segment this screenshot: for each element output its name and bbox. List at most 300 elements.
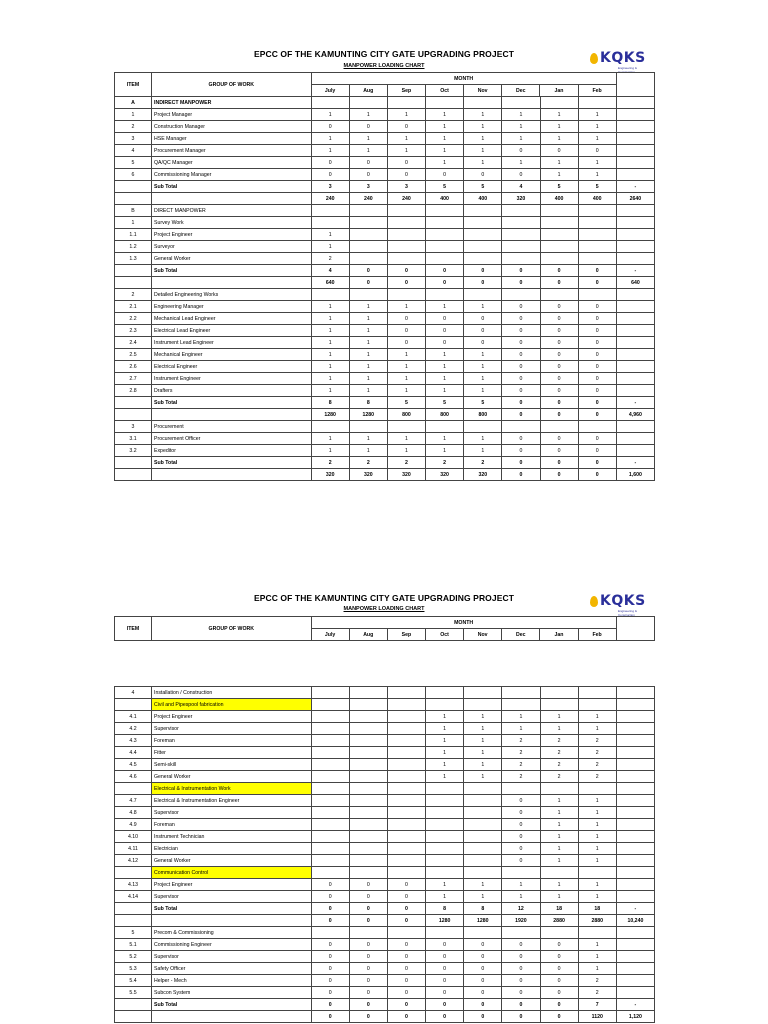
month-value-cell: 0: [464, 169, 502, 181]
month-label: Sep: [387, 629, 425, 641]
month-value-cell: 0: [540, 385, 578, 397]
month-value-cell: 7: [578, 999, 616, 1011]
month-value-cell: 5: [387, 397, 425, 409]
month-label: Nov: [464, 629, 502, 641]
month-value-cell: 0: [387, 963, 425, 975]
month-value-cell: 0: [502, 325, 540, 337]
month-value-cell: 0: [540, 951, 578, 963]
month-value-cell: [311, 747, 349, 759]
work-group-cell: HSE Manager: [152, 133, 312, 145]
item-number-cell: [115, 699, 152, 711]
month-value-cell: 8: [349, 397, 387, 409]
month-value-cell: 1: [464, 711, 502, 723]
month-value-cell: 0: [349, 915, 387, 927]
month-value-cell: [387, 783, 425, 795]
work-group-cell: Project Engineer: [152, 879, 312, 891]
item-number-cell: 2.4: [115, 337, 152, 349]
flame-icon: [590, 53, 598, 64]
month-value-cell: 1280: [464, 915, 502, 927]
month-value-cell: 1: [540, 109, 578, 121]
header-item: ITEM: [115, 617, 152, 641]
item-number-cell: 5.1: [115, 939, 152, 951]
month-value-cell: 0: [578, 313, 616, 325]
table-row: [115, 193, 655, 205]
month-value-cell: 1: [578, 891, 616, 903]
month-value-cell: 400: [426, 193, 464, 205]
work-group-cell: Electrical Lead Engineer: [152, 325, 312, 337]
work-group-cell: Civil and Pipespool fabrication: [152, 699, 312, 711]
month-value-cell: 0: [311, 963, 349, 975]
month-value-cell: 0: [387, 169, 425, 181]
month-value-cell: 0: [502, 337, 540, 349]
header-item: ITEM: [115, 73, 152, 97]
month-value-cell: 2: [540, 771, 578, 783]
table-row: [115, 987, 655, 999]
item-number-cell: 5.4: [115, 975, 152, 987]
month-value-cell: 0: [464, 987, 502, 999]
row-total-cell: [616, 879, 654, 891]
month-value-cell: 0: [502, 963, 540, 975]
month-value-cell: 1: [578, 831, 616, 843]
month-value-cell: 1: [426, 361, 464, 373]
month-value-cell: 0: [578, 469, 616, 481]
month-value-cell: 0: [349, 963, 387, 975]
row-total-cell: [616, 951, 654, 963]
row-total-cell: 640: [616, 277, 654, 289]
manpower-table-page-2: [114, 686, 655, 1023]
month-value-cell: 1: [578, 855, 616, 867]
month-value-cell: [349, 699, 387, 711]
table-row: [115, 385, 655, 397]
table-row: [115, 771, 655, 783]
table-row: [115, 723, 655, 735]
work-group-cell: Supervisor: [152, 891, 312, 903]
month-value-cell: 1: [349, 133, 387, 145]
month-value-cell: 3: [311, 181, 349, 193]
month-value-cell: 800: [387, 409, 425, 421]
month-value-cell: 0: [387, 951, 425, 963]
month-value-cell: [426, 421, 464, 433]
month-value-cell: 0: [502, 373, 540, 385]
month-value-cell: 1: [387, 433, 425, 445]
month-value-cell: 0: [311, 157, 349, 169]
month-label: Jan: [540, 85, 578, 97]
month-value-cell: [540, 217, 578, 229]
month-label: Jan: [540, 629, 578, 641]
month-value-cell: 240: [387, 193, 425, 205]
month-value-cell: 0: [540, 337, 578, 349]
table-row: [115, 325, 655, 337]
work-group-cell: Project Engineer: [152, 229, 312, 241]
month-value-cell: [578, 783, 616, 795]
row-total-cell: [616, 253, 654, 265]
month-value-cell: 1: [540, 843, 578, 855]
month-value-cell: 0: [502, 951, 540, 963]
month-value-cell: 0: [464, 277, 502, 289]
month-value-cell: 3: [349, 181, 387, 193]
work-group-cell: Safety Officer: [152, 963, 312, 975]
work-group-cell: INDIRECT MANPOWER: [152, 97, 312, 109]
month-value-cell: [426, 819, 464, 831]
table-row: [115, 373, 655, 385]
logo-tagline: Engineering & Construction: [618, 609, 637, 617]
work-group-cell: Electrician: [152, 843, 312, 855]
item-number-cell: 4.10: [115, 831, 152, 843]
month-value-cell: [464, 867, 502, 879]
month-value-cell: 0: [387, 277, 425, 289]
item-number-cell: 4.14: [115, 891, 152, 903]
row-total-cell: [616, 891, 654, 903]
row-total-cell: [616, 783, 654, 795]
month-value-cell: 0: [502, 409, 540, 421]
month-value-cell: 240: [349, 193, 387, 205]
month-value-cell: 1: [464, 157, 502, 169]
month-value-cell: [426, 241, 464, 253]
month-label: Oct: [425, 629, 463, 641]
work-group-cell: Sub Total: [152, 457, 312, 469]
month-value-cell: 0: [349, 157, 387, 169]
month-value-cell: [578, 205, 616, 217]
table-row: [115, 903, 655, 915]
month-value-cell: [387, 843, 425, 855]
work-group-cell: Electrical & Instrumentation Engineer: [152, 795, 312, 807]
month-value-cell: [349, 843, 387, 855]
month-value-cell: 0: [540, 433, 578, 445]
month-value-cell: 320: [311, 469, 349, 481]
month-value-cell: 1: [311, 145, 349, 157]
table-row: [115, 891, 655, 903]
month-value-cell: 1: [464, 759, 502, 771]
month-value-cell: 1: [387, 133, 425, 145]
item-number-cell: [115, 265, 152, 277]
row-total-cell: -: [616, 903, 654, 915]
month-value-cell: 0: [464, 265, 502, 277]
item-number-cell: 2: [115, 121, 152, 133]
work-group-cell: Supervisor: [152, 723, 312, 735]
month-value-cell: [387, 699, 425, 711]
month-value-cell: 400: [464, 193, 502, 205]
month-value-cell: 0: [540, 145, 578, 157]
header-table: [114, 616, 655, 641]
item-number-cell: 6: [115, 169, 152, 181]
item-number-cell: 4.4: [115, 747, 152, 759]
month-value-cell: [311, 97, 349, 109]
work-group-cell: Foreman: [152, 819, 312, 831]
month-value-cell: 0: [311, 1011, 349, 1023]
month-value-cell: 0: [540, 963, 578, 975]
row-total-cell: [616, 145, 654, 157]
item-number-cell: 1.1: [115, 229, 152, 241]
month-value-cell: 0: [540, 277, 578, 289]
month-value-cell: 0: [387, 891, 425, 903]
row-total-cell: [616, 337, 654, 349]
row-total-cell: [616, 385, 654, 397]
table-row: [115, 855, 655, 867]
row-total-cell: [616, 771, 654, 783]
month-value-cell: 0: [387, 325, 425, 337]
work-group-cell: Electrical Engineer: [152, 361, 312, 373]
item-number-cell: [115, 277, 152, 289]
month-value-cell: 5: [464, 397, 502, 409]
month-value-cell: 0: [502, 831, 540, 843]
month-value-cell: 0: [464, 337, 502, 349]
header-group: GROUP OF WORK: [151, 617, 311, 641]
item-number-cell: 4.11: [115, 843, 152, 855]
work-group-cell: Mechanical Engineer: [152, 349, 312, 361]
month-value-cell: [426, 253, 464, 265]
month-value-cell: 1: [502, 879, 540, 891]
month-value-cell: 5: [540, 181, 578, 193]
item-number-cell: 3.2: [115, 445, 152, 457]
month-value-cell: [464, 253, 502, 265]
month-value-cell: [426, 289, 464, 301]
month-value-cell: [464, 97, 502, 109]
item-number-cell: 1: [115, 109, 152, 121]
month-value-cell: 0: [311, 939, 349, 951]
month-value-cell: [349, 217, 387, 229]
month-value-cell: [540, 289, 578, 301]
work-group-cell: Subcon System: [152, 987, 312, 999]
month-value-cell: 1: [311, 445, 349, 457]
month-value-cell: 1: [540, 891, 578, 903]
table-row: [115, 253, 655, 265]
month-value-cell: 0: [349, 265, 387, 277]
month-value-cell: [387, 855, 425, 867]
month-value-cell: [387, 735, 425, 747]
row-total-cell: [616, 205, 654, 217]
month-value-cell: 0: [349, 939, 387, 951]
item-number-cell: 4: [115, 145, 152, 157]
item-number-cell: 2.2: [115, 313, 152, 325]
month-value-cell: [387, 831, 425, 843]
work-group-cell: Electrical & Instrumentation Work: [152, 783, 312, 795]
month-value-cell: [387, 927, 425, 939]
month-value-cell: 1: [426, 301, 464, 313]
month-value-cell: [426, 855, 464, 867]
month-value-cell: 0: [349, 987, 387, 999]
month-value-cell: [502, 205, 540, 217]
month-value-cell: [349, 97, 387, 109]
row-total-cell: [616, 313, 654, 325]
month-value-cell: 1920: [502, 915, 540, 927]
month-value-cell: 2: [502, 747, 540, 759]
work-group-cell: Instrument Lead Engineer: [152, 337, 312, 349]
month-value-cell: [540, 783, 578, 795]
month-value-cell: 1: [349, 433, 387, 445]
item-number-cell: 4.8: [115, 807, 152, 819]
month-value-cell: 0: [349, 121, 387, 133]
month-value-cell: 0: [502, 445, 540, 457]
month-value-cell: [349, 759, 387, 771]
month-value-cell: [464, 289, 502, 301]
month-value-cell: 1: [464, 145, 502, 157]
work-group-cell: Project Manager: [152, 109, 312, 121]
table-row: [115, 361, 655, 373]
work-group-cell: [152, 915, 312, 927]
month-value-cell: [426, 699, 464, 711]
month-value-cell: 1: [387, 109, 425, 121]
item-number-cell: 4.2: [115, 723, 152, 735]
month-value-cell: 0: [349, 879, 387, 891]
month-value-cell: 1: [540, 807, 578, 819]
month-label: Sep: [387, 85, 425, 97]
month-value-cell: 1: [464, 433, 502, 445]
item-number-cell: 4.5: [115, 759, 152, 771]
month-value-cell: 0: [464, 975, 502, 987]
month-value-cell: 0: [540, 999, 578, 1011]
month-value-cell: 2: [578, 759, 616, 771]
month-value-cell: [502, 699, 540, 711]
month-value-cell: 0: [502, 385, 540, 397]
month-value-cell: [387, 723, 425, 735]
month-value-cell: [349, 771, 387, 783]
month-value-cell: 5: [464, 181, 502, 193]
month-value-cell: 8: [311, 397, 349, 409]
table-row: [115, 687, 655, 699]
row-total-cell: [616, 361, 654, 373]
item-number-cell: 4.3: [115, 735, 152, 747]
month-value-cell: 0: [540, 939, 578, 951]
work-group-cell: Communication Control: [152, 867, 312, 879]
row-total-cell: [616, 169, 654, 181]
month-value-cell: [464, 699, 502, 711]
month-value-cell: 2: [502, 735, 540, 747]
month-value-cell: 1: [540, 723, 578, 735]
month-value-cell: [311, 289, 349, 301]
work-group-cell: Foreman: [152, 735, 312, 747]
month-value-cell: 0: [311, 891, 349, 903]
month-value-cell: [426, 927, 464, 939]
month-value-cell: 0: [540, 987, 578, 999]
month-value-cell: [349, 253, 387, 265]
row-total-cell: [616, 687, 654, 699]
month-value-cell: [502, 421, 540, 433]
month-value-cell: 1: [464, 747, 502, 759]
table-row: [115, 939, 655, 951]
month-value-cell: 0: [502, 277, 540, 289]
month-value-cell: [464, 855, 502, 867]
month-value-cell: [426, 831, 464, 843]
month-value-cell: 1: [464, 301, 502, 313]
month-value-cell: 320: [387, 469, 425, 481]
month-value-cell: 8: [426, 903, 464, 915]
table-row: [115, 229, 655, 241]
month-value-cell: 0: [426, 951, 464, 963]
month-value-cell: 0: [426, 169, 464, 181]
work-group-cell: Sub Total: [152, 265, 312, 277]
row-total-cell: [616, 927, 654, 939]
month-value-cell: [502, 253, 540, 265]
month-value-cell: [502, 289, 540, 301]
month-value-cell: [578, 253, 616, 265]
month-value-cell: [464, 927, 502, 939]
table-row: [115, 759, 655, 771]
month-value-cell: 0: [387, 337, 425, 349]
month-value-cell: [349, 711, 387, 723]
month-value-cell: 0: [578, 337, 616, 349]
month-value-cell: 0: [311, 915, 349, 927]
month-value-cell: [502, 867, 540, 879]
month-value-cell: [387, 217, 425, 229]
month-value-cell: 1: [502, 157, 540, 169]
month-value-cell: [349, 747, 387, 759]
item-number-cell: [115, 999, 152, 1011]
month-value-cell: 1: [540, 855, 578, 867]
row-total-cell: [616, 289, 654, 301]
month-value-cell: 0: [387, 121, 425, 133]
work-group-cell: Precom & Commissioning: [152, 927, 312, 939]
item-number-cell: 2.8: [115, 385, 152, 397]
month-value-cell: [349, 421, 387, 433]
month-value-cell: [464, 843, 502, 855]
month-value-cell: 2: [578, 987, 616, 999]
month-value-cell: 1: [426, 145, 464, 157]
table-row: [115, 831, 655, 843]
month-value-cell: [387, 97, 425, 109]
table-row: [115, 205, 655, 217]
month-value-cell: [540, 229, 578, 241]
month-value-cell: 1: [464, 121, 502, 133]
month-value-cell: 1: [349, 349, 387, 361]
row-total-cell: [616, 421, 654, 433]
month-value-cell: 0: [540, 361, 578, 373]
month-label: Nov: [464, 85, 502, 97]
header-group: GROUP OF WORK: [151, 73, 311, 97]
month-value-cell: 2: [502, 759, 540, 771]
work-group-cell: QA/QC Manager: [152, 157, 312, 169]
month-value-cell: 1: [578, 843, 616, 855]
row-total-cell: [616, 819, 654, 831]
item-number-cell: 4.6: [115, 771, 152, 783]
month-value-cell: 1: [578, 819, 616, 831]
work-group-cell: Procurement Manager: [152, 145, 312, 157]
item-number-cell: [115, 181, 152, 193]
row-total-cell: [616, 963, 654, 975]
month-value-cell: 1: [502, 891, 540, 903]
month-value-cell: 0: [540, 265, 578, 277]
month-value-cell: 1: [349, 445, 387, 457]
month-value-cell: [464, 241, 502, 253]
month-value-cell: 0: [540, 445, 578, 457]
month-value-cell: 0: [349, 277, 387, 289]
month-value-cell: [311, 867, 349, 879]
month-value-cell: [578, 927, 616, 939]
month-value-cell: [578, 97, 616, 109]
month-value-cell: 0: [349, 999, 387, 1011]
month-value-cell: [540, 241, 578, 253]
month-value-cell: [540, 927, 578, 939]
month-value-cell: 1: [311, 433, 349, 445]
month-value-cell: 0: [426, 975, 464, 987]
month-value-cell: [349, 735, 387, 747]
month-value-cell: 800: [426, 409, 464, 421]
header-table: [114, 72, 655, 97]
month-value-cell: [311, 783, 349, 795]
month-value-cell: 1: [540, 157, 578, 169]
month-value-cell: 0: [311, 121, 349, 133]
month-value-cell: 0: [464, 1011, 502, 1023]
month-value-cell: 1: [387, 445, 425, 457]
month-value-cell: [464, 807, 502, 819]
month-value-cell: 2880: [578, 915, 616, 927]
item-number-cell: B: [115, 205, 152, 217]
work-group-cell: [152, 193, 312, 205]
item-number-cell: [115, 397, 152, 409]
item-number-cell: 5.3: [115, 963, 152, 975]
month-value-cell: [426, 97, 464, 109]
month-value-cell: 320: [349, 469, 387, 481]
month-value-cell: 640: [311, 277, 349, 289]
